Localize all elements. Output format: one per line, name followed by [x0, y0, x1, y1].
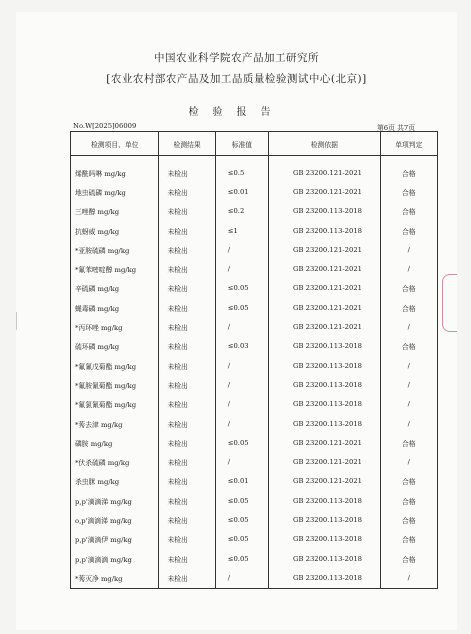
cell-verdict: 合格	[380, 510, 437, 529]
table-row	[71, 182, 438, 201]
cell-basis: GB 23200.121-2021	[269, 472, 381, 491]
cell-basis: GB 23200.121-2021	[269, 317, 381, 336]
table-row	[71, 510, 438, 529]
table-row	[71, 298, 438, 317]
cell-standard: /	[215, 240, 268, 259]
cell-result: 未检出	[159, 414, 215, 433]
table-row	[71, 202, 438, 221]
cell-item: o,p'滴滴涕 mg/kg	[71, 510, 159, 529]
table-row	[71, 433, 438, 452]
cell-basis: GB 23200.113-2018	[269, 549, 381, 568]
cell-item: *丙环唑 mg/kg	[71, 317, 159, 336]
institute-title: 中国农业科学院农产品加工研究所	[154, 52, 319, 64]
inspection-seal	[442, 274, 457, 332]
cell-result: 未检出	[159, 491, 215, 510]
cell-result: 未检出	[159, 279, 215, 298]
cell-item: 蝇毒磷 mg/kg	[71, 298, 159, 317]
cell-result: 未检出	[159, 240, 215, 259]
cell-verdict: 合格	[380, 433, 437, 452]
cell-item: *莠去津 mg/kg	[71, 414, 159, 433]
table-row	[71, 491, 438, 510]
table-row	[71, 530, 438, 549]
cell-verdict: /	[380, 568, 437, 588]
cell-verdict: 合格	[380, 549, 437, 568]
cell-standard: ≤0.05	[215, 549, 268, 568]
results-table	[70, 131, 438, 589]
cell-standard: ≤0.05	[215, 491, 268, 510]
cell-basis: GB 23200.113-2018	[269, 202, 381, 221]
header-verdict: 单项判定	[380, 132, 437, 156]
cell-standard: ≤1	[215, 221, 268, 240]
cell-standard: ≤0.05	[215, 530, 268, 549]
table-row	[71, 337, 438, 356]
cell-basis: GB 23200.121-2021	[269, 163, 381, 182]
cell-standard: /	[215, 259, 268, 278]
cell-result: 未检出	[159, 375, 215, 394]
cell-item: p,p'滴滴伊 mg/kg	[71, 530, 159, 549]
cell-basis: GB 23200.113-2018	[269, 510, 381, 529]
cell-standard: /	[215, 356, 268, 375]
cell-item: 烯酰吗啉 mg/kg	[71, 163, 159, 182]
cell-verdict: /	[380, 317, 437, 336]
cell-basis: GB 23200.113-2018	[269, 395, 381, 414]
cell-item: 杀虫脒 mg/kg	[71, 472, 159, 491]
report-page	[16, 12, 457, 630]
cell-verdict: /	[380, 414, 437, 433]
cell-standard: /	[215, 375, 268, 394]
cell-result: 未检出	[159, 337, 215, 356]
cell-result: 未检出	[159, 202, 215, 221]
cell-basis: GB 23200.113-2018	[269, 530, 381, 549]
table-row	[71, 317, 438, 336]
cell-result: 未检出	[159, 530, 215, 549]
cell-result: 未检出	[159, 163, 215, 182]
cell-result: 未检出	[159, 452, 215, 471]
header-result: 检测结果	[159, 132, 215, 156]
cell-verdict: 合格	[380, 491, 437, 510]
cell-item: p,p'滴滴滴 mg/kg	[71, 549, 159, 568]
cell-standard: /	[215, 568, 268, 588]
cell-item: 抗蚜威 mg/kg	[71, 221, 159, 240]
table-row	[71, 414, 438, 433]
cell-item: *氟氯氰菊酯 mg/kg	[71, 395, 159, 414]
cell-verdict: 合格	[380, 182, 437, 201]
cell-verdict: /	[380, 452, 437, 471]
cell-basis: GB 23200.121-2021	[269, 182, 381, 201]
cell-item: 地虫硫磷 mg/kg	[71, 182, 159, 201]
cell-item: 辛硫磷 mg/kg	[71, 279, 159, 298]
cell-verdict: 合格	[380, 163, 437, 182]
cell-standard: ≤0.01	[215, 182, 268, 201]
table-row	[71, 568, 438, 588]
cell-verdict: 合格	[380, 472, 437, 491]
table-row	[71, 452, 438, 471]
cell-result: 未检出	[159, 433, 215, 452]
cell-item: *亚胺硫磷 mg/kg	[71, 240, 159, 259]
cell-standard: ≤0.2	[215, 202, 268, 221]
header-item: 检测项目、单位	[71, 132, 159, 156]
cell-basis: GB 23200.121-2021	[269, 452, 381, 471]
cell-item: 磷胺 mg/kg	[71, 433, 159, 452]
table-row	[71, 356, 438, 375]
cell-verdict: 合格	[380, 279, 437, 298]
header-standard: 标准值	[215, 132, 268, 156]
cell-item: *氟苯嘧啶醇 mg/kg	[71, 259, 159, 278]
table-row	[71, 279, 438, 298]
cell-basis: GB 23200.113-2018	[269, 414, 381, 433]
page-indicator: 第6页 共7页	[377, 124, 415, 132]
cell-result: 未检出	[159, 568, 215, 588]
binding-edge	[16, 312, 23, 330]
document-title: 检验报告	[188, 107, 285, 118]
cell-verdict: /	[380, 395, 437, 414]
cell-standard: /	[215, 317, 268, 336]
cell-standard: ≤0.05	[215, 298, 268, 317]
table-row	[71, 549, 438, 568]
cell-verdict: /	[380, 259, 437, 278]
cell-result: 未检出	[159, 259, 215, 278]
table-row	[71, 240, 438, 259]
cell-verdict: 合格	[380, 221, 437, 240]
cell-basis: GB 23200.121-2021	[269, 259, 381, 278]
center-title: [农业农村部农产品及加工品质量检验测试中心(北京)]	[106, 73, 367, 85]
cell-basis: GB 23200.113-2018	[269, 491, 381, 510]
cell-result: 未检出	[159, 510, 215, 529]
cell-verdict: /	[380, 375, 437, 394]
cell-basis: GB 23200.113-2018	[269, 568, 381, 588]
cell-result: 未检出	[159, 356, 215, 375]
cell-item: 三唑醇 mg/kg	[71, 202, 159, 221]
cell-verdict: 合格	[380, 337, 437, 356]
cell-result: 未检出	[159, 395, 215, 414]
cell-basis: GB 23200.113-2018	[269, 337, 381, 356]
cell-standard: /	[215, 395, 268, 414]
cell-standard: ≤0.5	[215, 163, 268, 182]
cell-basis: GB 23200.113-2018	[269, 356, 381, 375]
table-row	[71, 395, 438, 414]
report-number: No.W[2025]06009	[73, 122, 137, 130]
table-row	[71, 259, 438, 278]
table-row	[71, 221, 438, 240]
cell-result: 未检出	[159, 549, 215, 568]
header-basis: 检测依据	[269, 132, 381, 156]
cell-standard: ≤0.05	[215, 433, 268, 452]
cell-verdict: 合格	[380, 530, 437, 549]
cell-standard: /	[215, 414, 268, 433]
cell-verdict: 合格	[380, 298, 437, 317]
cell-basis: GB 23200.121-2021	[269, 298, 381, 317]
cell-item: *伏杀硫磷 mg/kg	[71, 452, 159, 471]
cell-standard: ≤0.01	[215, 472, 268, 491]
cell-verdict: 合格	[380, 202, 437, 221]
table-spacer-row	[71, 156, 438, 164]
cell-item: *氟氰戊菊酯 mg/kg	[71, 356, 159, 375]
cell-basis: GB 23200.121-2021	[269, 279, 381, 298]
cell-item: 硫环磷 mg/kg	[71, 337, 159, 356]
cell-basis: GB 23200.113-2018	[269, 221, 381, 240]
cell-item: p,p'滴滴涕 mg/kg	[71, 491, 159, 510]
cell-standard: ≤0.05	[215, 279, 268, 298]
cell-verdict: /	[380, 356, 437, 375]
cell-result: 未检出	[159, 472, 215, 491]
cell-result: 未检出	[159, 298, 215, 317]
table-row	[71, 375, 438, 394]
table-header-row	[71, 132, 438, 156]
cell-result: 未检出	[159, 221, 215, 240]
cell-standard: /	[215, 452, 268, 471]
cell-result: 未检出	[159, 182, 215, 201]
cell-basis: GB 23200.121-2021	[269, 433, 381, 452]
cell-basis: GB 23200.113-2018	[269, 375, 381, 394]
table-row	[71, 472, 438, 491]
cell-item: *莠灭净 mg/kg	[71, 568, 159, 588]
cell-verdict: /	[380, 240, 437, 259]
cell-result: 未检出	[159, 317, 215, 336]
table-row	[71, 163, 438, 182]
cell-basis: GB 23200.121-2021	[269, 240, 381, 259]
cell-item: *氟胺氰菊酯 mg/kg	[71, 375, 159, 394]
cell-standard: ≤0.05	[215, 510, 268, 529]
cell-standard: ≤0.03	[215, 337, 268, 356]
